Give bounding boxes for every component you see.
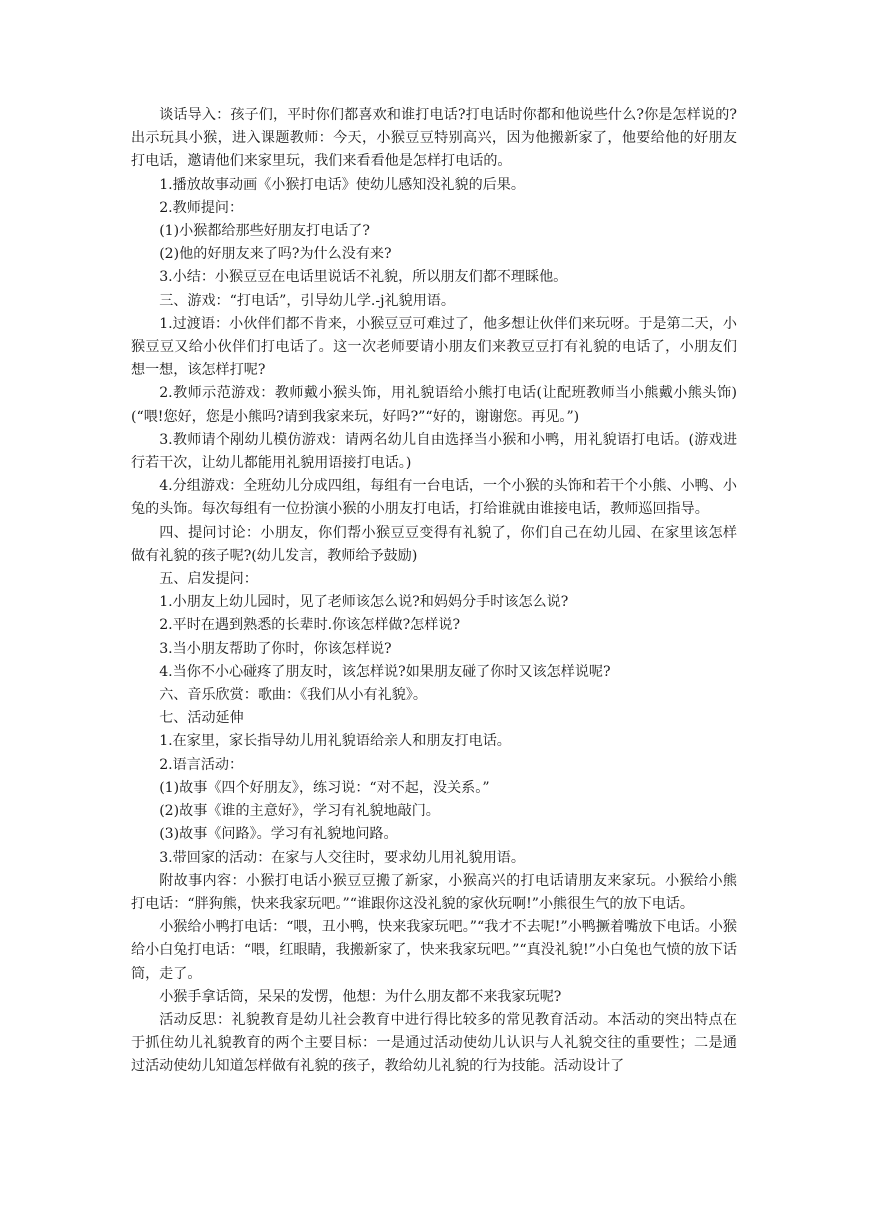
paragraph-item: 1.播放故事动画《小猴打电话》使幼儿感知没礼貌的后果。 <box>159 176 525 193</box>
paragraph-item: 1.在家里，家长指导幼儿用礼貌语给亲人和朋友打电话。 <box>159 733 511 750</box>
paragraph-item: (2)他的好朋友来了吗?为什么没有来? <box>159 246 392 263</box>
story-paragraph: 小猴手拿话筒，呆呆的发愣，他想：为什么朋友都不来我家玩呢? <box>159 988 562 1005</box>
section-heading: 三、游戏：“打电话”，引导幼儿学.-j礼貌用语。 <box>159 292 455 309</box>
paragraph-item: 2.教师提问： <box>159 199 244 216</box>
paragraph-item: (1)小猴都给那些好朋友打电话了? <box>159 223 370 240</box>
paragraph-item: 1.小朋友上幼儿园时，见了老师该怎么说?和妈妈分手时该怎么说? <box>159 594 569 611</box>
paragraph-item: (3)故事《问路》。学习有礼貌地问路。 <box>159 826 398 843</box>
paragraph-item: 4.分组游戏：全班幼儿分成四组，每组有一台电话，一个小猴的头饰和若干个小熊、小鸭、小兔的头饰。每次每组有一位扮演小猴的小朋友打电话，打给谁就由谁接电话，教师巡回指导。 <box>131 478 737 518</box>
section-heading: 七、活动延伸 <box>159 710 244 727</box>
paragraph-intro: 谈话导入：孩子们，平时你们都喜欢和谁打电话?打电话时你都和他说些什么?你是怎样说的?出示玩具小猴，进入课题教师：今天，小猴豆豆特别高兴，因为他搬新家了，他要给他的好朋友打电话，邀请他们来家里玩，我们来看看他是怎样打电话的。 <box>131 107 737 170</box>
reflection-paragraph: 活动反思：礼貌教育是幼儿社会教育中进行得比较多的常见教育活动。本活动的突出特点在于抓住幼儿礼貌教育的两个主要目标：一是通过活动使幼儿认识与人礼貌交往的重要性；二是通过活动使幼儿知道怎样做有礼貌的孩子，教给幼儿礼貌的行为技能。活动设计了 <box>131 1011 737 1075</box>
paragraph-item: (1)故事《四个好朋友》，练习说：“对不起，没关系。” <box>159 779 490 796</box>
section-heading: 五、启发提问： <box>159 571 258 588</box>
story-paragraph: 附故事内容：小猴打电话小猴豆豆搬了新家，小猴高兴的打电话请朋友来家玩。小猴给小熊打电话：“胖狗熊，快来我家玩吧。”“谁跟你这没礼貌的家伙玩啊!”小熊很生气的放下电话。 <box>131 872 737 912</box>
paragraph-item: 3.带回家的活动：在家与人交往时，要求幼儿用礼貌用语。 <box>159 849 525 866</box>
document-body <box>131 104 737 1079</box>
paragraph-item: 3.当小朋友帮助了你时，你该怎样说? <box>159 640 392 657</box>
paragraph-item: 3.小结：小猴豆豆在电话里说话不礼貌，所以朋友们都不理睬他。 <box>159 269 568 286</box>
paragraph-item: 2.语言活动： <box>159 756 244 773</box>
paragraph-item: 2.教师示范游戏：教师戴小猴头饰，用礼貌语给小熊打电话(让配班教师当小熊戴小熊头饰)(“喂!您好，您是小熊吗?请到我家来玩，好吗?”“好的，谢谢您。再见。”) <box>131 385 737 425</box>
paragraph-item: 1.过渡语：小伙伴们都不肯来，小猴豆豆可难过了，他多想让伙伴们来玩呀。于是第二天，小猴豆豆又给小伙伴们打电话了。这一次老师要请小朋友们来教豆豆打有礼貌的电话了，小朋友们想一想，该怎样打呢? <box>131 315 737 379</box>
paragraph-item: (2)故事《谁的主意好》，学习有礼貌地敲门。 <box>159 803 440 820</box>
section-heading: 六、音乐欣赏：歌曲：《我们从小有礼貌》。 <box>159 687 427 704</box>
paragraph-item: 3.教师请个剐幼儿模仿游戏：请两名幼儿自由选择当小猴和小鸭，用礼貌语打电话。(游戏进行若干次，让幼儿都能用礼貌用语接打电话。) <box>131 431 737 472</box>
paragraph-item: 2.平时在遇到熟悉的长辈时.你该怎样做?怎样说? <box>159 617 461 634</box>
section-heading: 四、提问讨论：小朋友，你们帮小猴豆豆变得有礼貌了，你们自己在幼儿园、在家里该怎样做有礼貌的孩子呢?(幼儿发言，教师给予鼓励) <box>131 524 737 564</box>
paragraph-item: 4.当你不小心碰疼了朋友时，该怎样说?如果朋友碰了你时又该怎样说呢? <box>159 663 611 680</box>
story-paragraph: 小猴给小鸭打电话：“喂，丑小鸭，快来我家玩吧。”“我才不去呢!”小鸭撅着嘴放下电话。小猴给小白兔打电话：“喂，红眼睛，我搬新家了，快来我家玩吧。”“真没礼貌!”小白兔也气愤的放下话筒，走了。 <box>131 919 737 982</box>
